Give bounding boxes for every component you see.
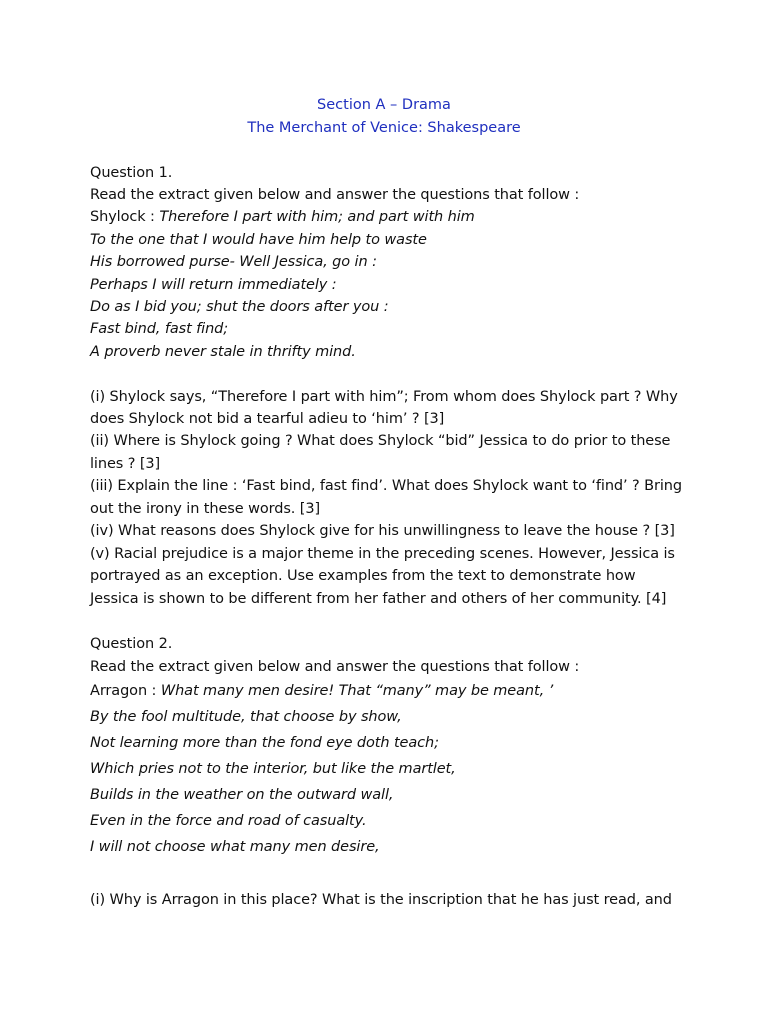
question-1-instruction: Read the extract given below and answer the questions that follow : (90, 187, 580, 203)
verse-line: Which pries not to the interior, but like the martlet, (90, 761, 456, 777)
verse-line: Not learning more than the fond eye doth teach; (90, 735, 439, 751)
verse-line: Do as I bid you; shut the doors after you : (90, 299, 389, 315)
question-text-line: Jessica is shown to be different from her father and others of her community. [4] (90, 591, 667, 607)
question-text-line: out the irony in these words. [3] (90, 501, 321, 517)
verse-line: What many men desire! That “many” may be meant, ’ (160, 683, 554, 699)
speaker-label: Arragon : (90, 683, 161, 699)
question-text-line: lines ? [3] (90, 456, 161, 472)
question-text-line: (i) Shylock says, “Therefore I part with him”; From whom does Shylock part ? Why (90, 389, 678, 405)
question-text-line: does Shylock not bid a tearful adieu to ‘him’ ? [3] (90, 411, 445, 427)
question-text-line: (v) Racial prejudice is a major theme in the preceding scenes. However, Jessica is (90, 546, 675, 562)
question-text-line: (iv) What reasons does Shylock give for his unwillingness to leave the house ? [3] (90, 523, 675, 539)
question-text-line: (iii) Explain the line : ‘Fast bind, fast find’. What does Shylock want to ‘find’ ? Bring (90, 478, 682, 494)
verse-line: I will not choose what many men desire, (90, 839, 380, 855)
question-1-extract-first-line (90, 206, 475, 228)
verse-line: Therefore I part with him; and part with him (159, 209, 475, 225)
verse-line: By the fool multitude, that choose by show, (90, 709, 402, 725)
question-text-line: (i) Why is Arragon in this place? What is the inscription that he has just read, and (90, 892, 672, 908)
verse-line: A proverb never stale in thrifty mind. (90, 344, 356, 360)
verse-line: To the one that I would have him help to waste (90, 232, 427, 248)
verse-line: Even in the force and road of casualty. (90, 813, 367, 829)
question-text-line: (ii) Where is Shylock going ? What does Shylock “bid” Jessica to do prior to these (90, 433, 671, 449)
verse-line: Builds in the weather on the outward wall, (90, 787, 394, 803)
document-title: The Merchant of Venice: Shakespeare (247, 120, 521, 136)
speaker-label: Shylock : (90, 209, 160, 225)
question-2-label: Question 2. (90, 636, 173, 652)
section-heading: Section A – Drama (317, 97, 451, 113)
verse-line: His borrowed purse- Well Jessica, go in : (90, 254, 377, 270)
question-1-label: Question 1. (90, 165, 173, 181)
verse-line: Perhaps I will return immediately : (90, 277, 337, 293)
question-text-line: portrayed as an exception. Use examples from the text to demonstrate how (90, 568, 636, 584)
verse-line: Fast bind, fast find; (90, 321, 229, 337)
question-2-extract-first-line (90, 680, 553, 702)
question-2-instruction: Read the extract given below and answer the questions that follow : (90, 659, 580, 675)
